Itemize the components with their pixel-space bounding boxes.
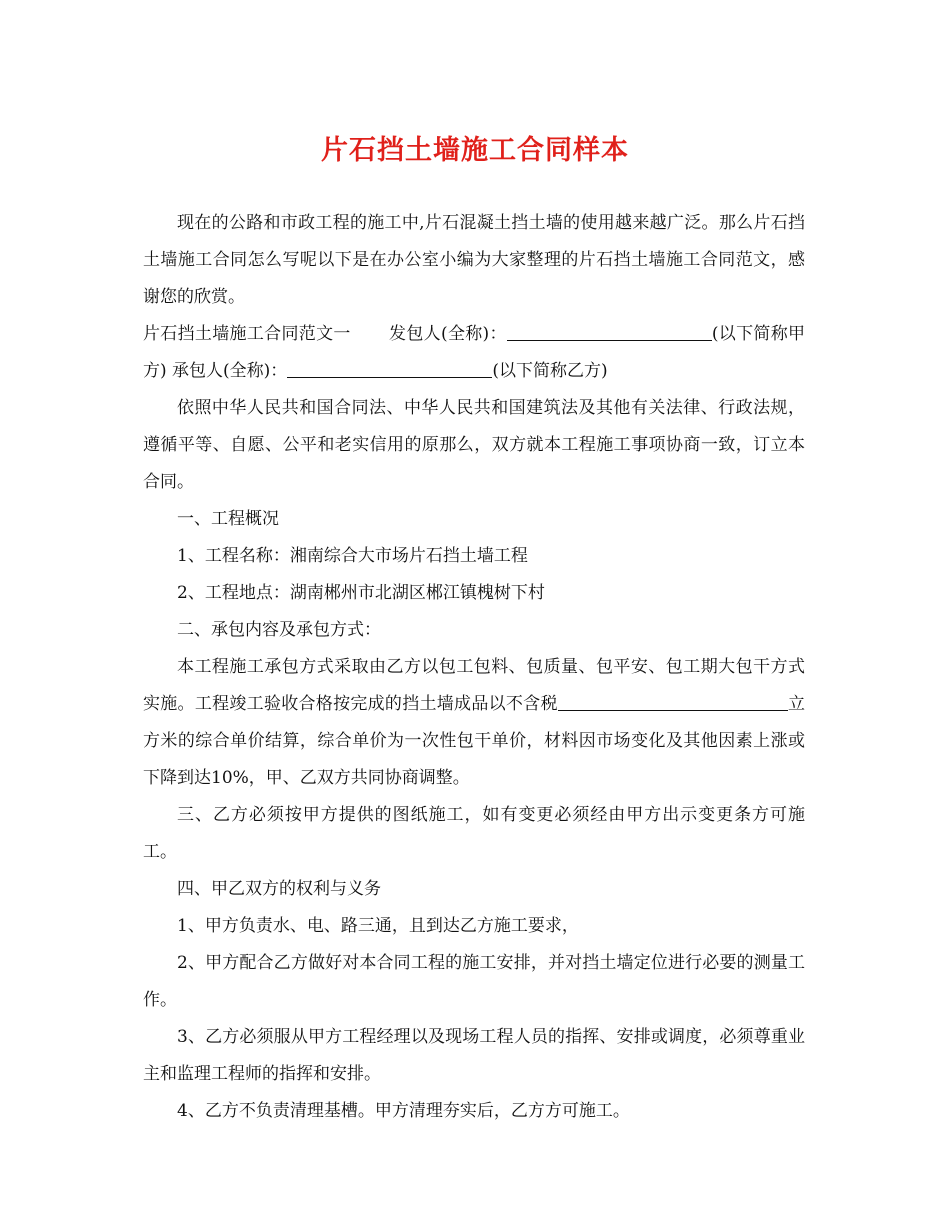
item-1-2: 2、工程地点：湖南郴州市北湖区郴江镇槐树下村 [177, 583, 545, 603]
document-body [143, 205, 805, 1130]
item-1-1: 1、工程名称：湘南综合大市场片石挡土墙工程 [177, 546, 528, 566]
section-3-paragraph: 三、乙方必须按甲方提供的图纸施工，如有变更必须经由甲方出示变更条方可施工。 [143, 805, 805, 862]
employer-label: 发包人(全称)： [388, 324, 507, 344]
section-2-heading: 二、承包内容及承包方式： [177, 620, 381, 640]
item-4-3: 3、乙方必须服从甲方工程经理以及现场工程人员的指挥、安排或调度，必须尊重业主和监理工程师的指挥和安排。 [143, 1027, 805, 1084]
contractor-name-field[interactable] [287, 356, 492, 378]
section-2-text-a: 本工程施工承包方式采取由乙方以包工包料、包质量、包平安、包工期大包干方式实施。工程竣工验收合格按完成的挡土墙成品以不含税 [143, 657, 805, 714]
sample-label: 片石挡土墙施工合同范文一 [143, 324, 351, 344]
basis-paragraph: 依照中华人民共和国合同法、中华人民共和国建筑法及其他有关法律、行政法规，遵循平等、自愿、公平和老实信用的原那么，双方就本工程施工事项协商一致，订立本合同。 [143, 398, 805, 492]
document-title: 片石挡土墙施工合同样本 [321, 135, 629, 166]
section-2-paragraph [143, 649, 805, 797]
employer-name-field[interactable] [507, 319, 712, 341]
item-4-4: 4、乙方不负责清理基槽。甲方清理夯实后，乙方方可施工。 [177, 1101, 630, 1121]
item-4-2: 2、甲方配合乙方做好对本合同工程的施工安排，并对挡土墙定位进行必要的测量工作。 [143, 953, 805, 1010]
item-4-1: 1、甲方负责水、电、路三通，且到达乙方施工要求， [177, 916, 579, 936]
unit-price-field[interactable] [558, 689, 788, 711]
employer-suffix: (以下简称甲方) [143, 324, 806, 381]
section-4-heading: 四、甲乙双方的权利与义务 [177, 879, 381, 899]
intro-paragraph: 现在的公路和市政工程的施工中,片石混凝土挡土墙的使用越来越广泛。那么片石挡土墙施工合同怎么写呢以下是在办公室小编为大家整理的片石挡土墙施工合同范文，感谢您的欣赏。 [143, 213, 805, 307]
section-2-text-b: 立方米的综合单价结算，综合单价为一次性包干单价，材料因市场变化及其他因素上涨或下降到达10%，甲、乙双方共同协商调整。 [143, 694, 806, 788]
party-paragraph [143, 316, 805, 390]
section-1-heading: 一、工程概况 [177, 509, 279, 529]
contractor-suffix: (以下简称乙方) [492, 361, 608, 381]
contractor-label: 承包人(全称)： [172, 361, 288, 381]
